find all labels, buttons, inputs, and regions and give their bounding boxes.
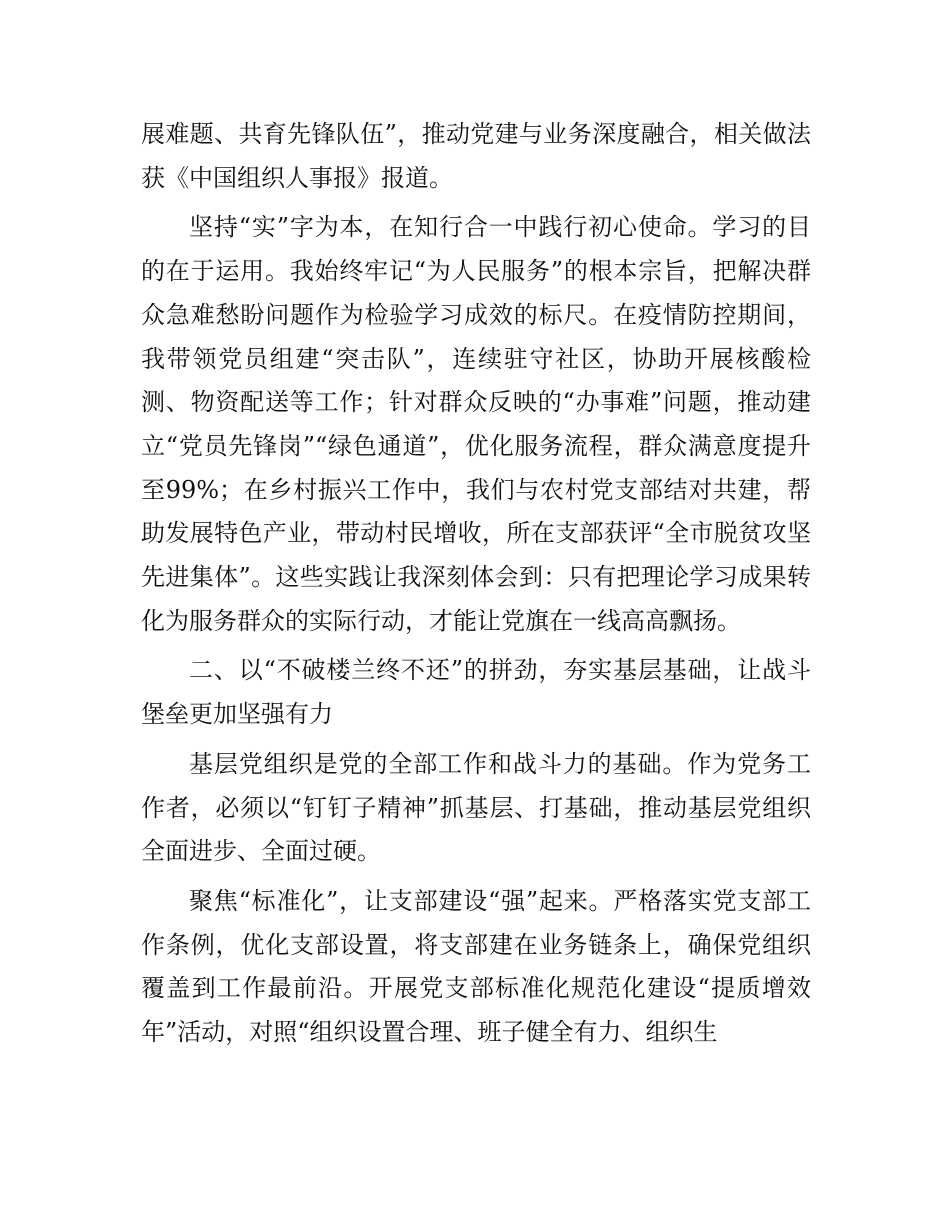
paragraph-continuation: 展难题、共育先锋队伍”，推动党建与业务深度融合，相关做法获《中国组织人事报》报道。 [141, 120, 811, 192]
section-heading-2: 二、以“不破楼兰终不还”的拼劲，夯实基层基础，让战斗堡垒更加坚强有力 [141, 656, 811, 729]
paragraph-grassroots: 基层党组织是党的全部工作和战斗力的基础。作为党务工作者，必须以“钉钉子精神”抓基层、打基础，推动基层党组织全面进步、全面过硬。 [141, 749, 811, 866]
document-page [141, 113, 811, 1061]
paragraph-practice: 坚持“实”字为本，在知行合一中践行初心使命。学习的目的在于运用。我始终牢记“为人民服务”的根本宗旨，把解决群众急难愁盼问题作为检验学习成效的标尺。在疫情防控期间，我带领党员组建“突击队”，连续驻守社区，协助开展核酸检测、物资配送等工作；针对群众反映的“办事难”问题，推动建立“党员先锋岗”“绿色通道”，优化服务流程，群众满意度提升至99%；在乡村振兴工作中，我们与农村党支部结对共建，帮助发展特色产业，带动村民增收，所在支部获评“全市脱贫攻坚先进集体”。这些实践让我深刻体会到：只有把理论学习成果转化为服务群众的实际行动，才能让党旗在一线高高飘扬。 [141, 213, 811, 635]
paragraph-standardization: 聚焦“标准化”，让支部建设“强”起来。严格落实党支部工作条例，优化支部设置，将支部建在业务链条上，确保党组织覆盖到工作最前沿。开展党支部标准化规范化建设“提质增效年”活动，对照“组织设置合理、班子健全有力、组织生 [141, 886, 811, 1047]
